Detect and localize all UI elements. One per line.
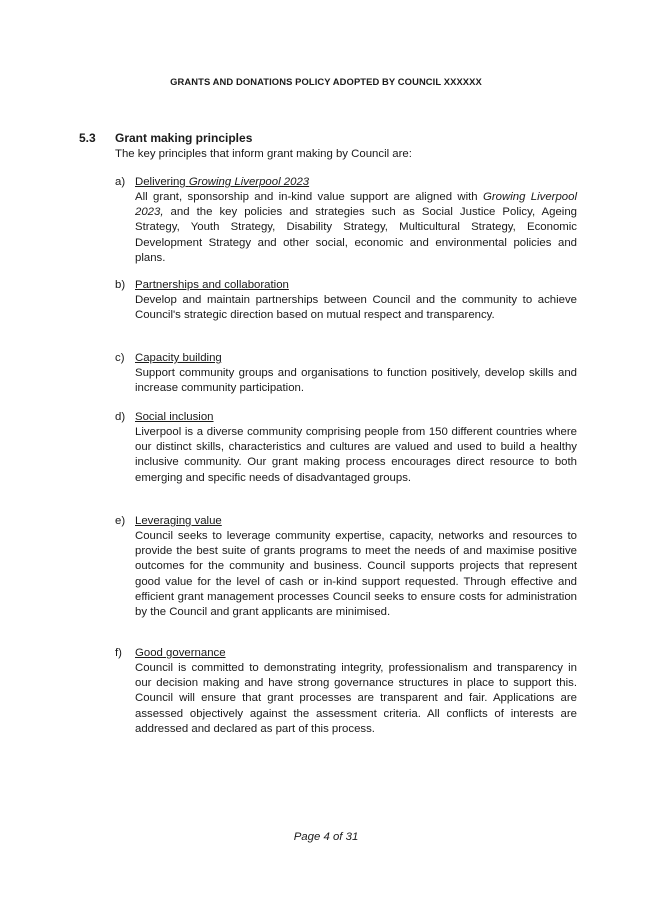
item-letter: b)	[115, 279, 126, 291]
item-heading	[135, 175, 309, 190]
item-heading: Capacity building	[135, 352, 222, 364]
item-letter: a)	[115, 176, 126, 188]
page-number-footer: Page 4 of 31	[293, 831, 359, 843]
item-body-text: All grant, sponsorship and in-kind value support are aligned with	[135, 191, 483, 203]
item-body-text-end: and the key policies and strategies such as Social Justice Policy, Ageing Strategy, Youth Strategy, Disability Strategy, Multicultural Strategy, Economic Development Strategy and other social, economic and environmental policies and plans.	[135, 206, 577, 264]
item-body: Develop and maintain partnerships between Council and the community to achieve Council's strategic direction based on mutual respect and transparency.	[135, 294, 577, 322]
item-letter: f)	[115, 647, 122, 659]
item-heading: Leveraging value	[135, 515, 222, 527]
section-number: 5.3	[79, 131, 96, 145]
item-body-italic: Growing Liverpool 2023,	[135, 191, 577, 219]
item-heading: Good governance	[135, 647, 226, 659]
item-heading: Partnerships and collaboration	[135, 279, 289, 291]
item-letter: e)	[115, 515, 126, 527]
item-heading-italic: Growing Liverpool 2023	[188, 176, 310, 188]
section-title: Grant making principles	[115, 131, 253, 145]
document-header: GRANTS AND DONATIONS POLICY ADOPTED BY COUNCIL XXXXXX	[170, 76, 482, 87]
section-intro: The key principles that inform grant making by Council are:	[115, 148, 412, 160]
item-body	[135, 190, 577, 266]
item-heading-text: Delivering	[135, 176, 189, 188]
item-letter: d)	[115, 411, 126, 423]
item-body: Liverpool is a diverse community comprising people from 150 different countries where our distinct skills, characteristics and cultures are valued and used to build a healthy inclusive community. Our grant making process encourages direct resource to both emerging and specific needs of disadvantaged groups.	[135, 426, 577, 484]
item-heading: Social inclusion	[135, 411, 214, 423]
item-body: Council is committed to demonstrating integrity, professionalism and transparency in our decision making and have strong governance structures in place to support this. Council will ensure that grant processes are transparent and fair. Applications are assessed objectively against the assessment criteria. All conflicts of interests are addressed and declared as part of this process.	[135, 662, 577, 735]
item-body: Support community groups and organisations to function positively, develop skills and increase community participation.	[135, 367, 577, 395]
item-body: Council seeks to leverage community expertise, capacity, networks and resources to provide the best suite of grants programs to meet the needs of and maximise positive outcomes for the community and business. Council supports projects that represent good value for the level of cash or in-kind support requested. Through effective and efficient grant management processes Council seeks to ensure costs for administration by the Council and grant applicants are minimised.	[135, 530, 577, 619]
item-letter: c)	[115, 352, 125, 364]
